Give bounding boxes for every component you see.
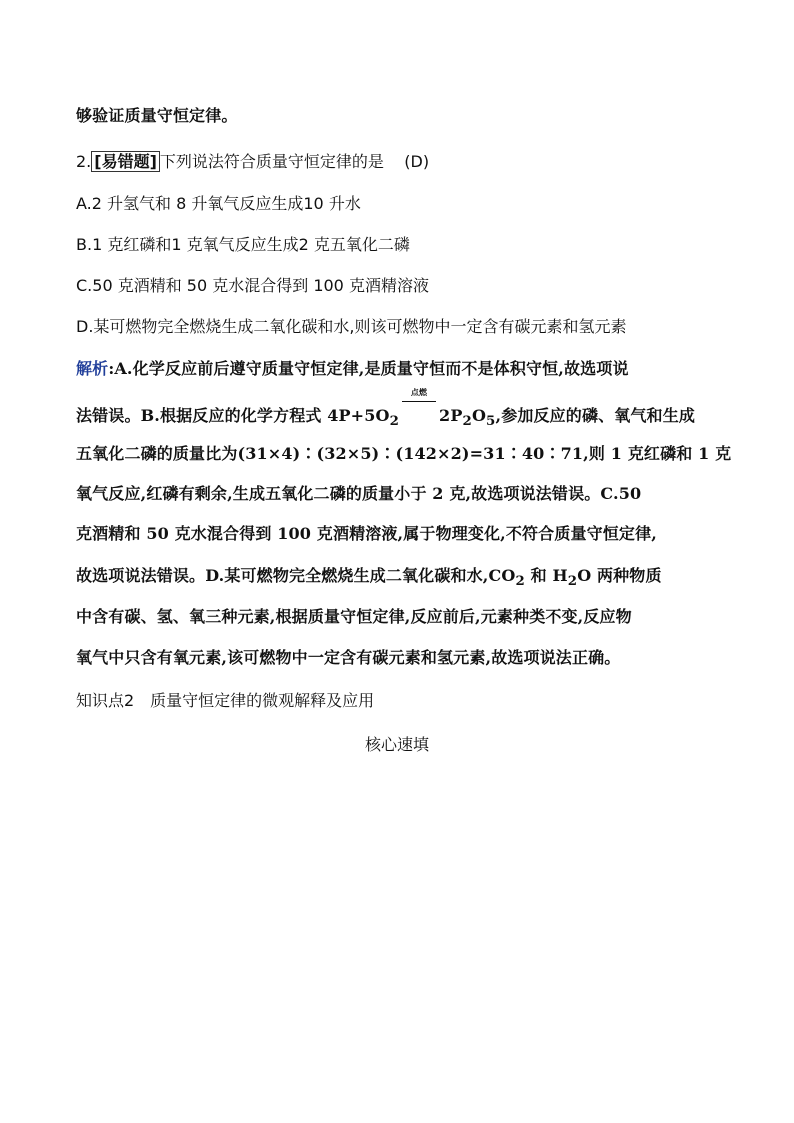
analysis-line-7: 中含有碳、氢、氧三种元素,根据质量守恒定律,反应前后,元素种类不变,反应物 [76,607,632,626]
question-2-stem [76,149,429,172]
analysis-line-4: 氧气反应,红磷有剩余,生成五氧化二磷的质量小于 2 克,故选项说法错误。C.50 [76,484,642,503]
analysis-line-3: 五氧化二磷的质量比为(31×4)∶(32×5)∶(142×2)=31∶40∶71,则 1 克红磷和 1 克 [76,444,732,463]
analysis-line-1: 解析:A.化学反应前后遵守质量守恒定律,是质量守恒而不是体积守恒,故选项说 [76,359,629,378]
question-answer: (D) [404,152,430,171]
analysis-line-6: 故选项说法错误。D.某可燃物完全燃烧生成二氧化碳和水$,CO_2$ 和 $H_2O$ 两种物质 [76,566,662,590]
reaction-condition: 点燃 [410,387,428,397]
carryover-text: 够验证质量守恒定律。 [76,106,238,125]
section-subheading: 核心速填 [364,735,429,754]
question-tag: [易错题] [91,151,160,172]
question-text: 下列说法符合质量守恒定律的是 [159,152,384,171]
analysis-line-8: 氧气中只含有氧元素,该可燃物中一定含有碳元素和氢元素,故选项说法正确。 [76,648,621,667]
option-d: D.某可燃物完全燃烧生成二氧化碳和水,则该可燃物中一定含有碳元素和氢元素 [76,317,627,336]
analysis-line-2: 法错误。B.根据反应的化学方程式 $4P+5O_2$ 点燃 $2P_2O_5$,参加反应的磷、氧气和生成 [76,387,696,430]
option-b: B.1 克红磷和1 克氧气反应生成2 克五氧化二磷 [76,235,410,254]
option-a: A.2 升氢气和 8 升氧气反应生成10 升水 [76,194,361,213]
reaction-arrow [399,387,439,421]
analysis-line-5: 克酒精和 50 克水混合得到 100 克酒精溶液,属于物理变化,不符合质量守恒定律, [76,524,657,543]
analysis-label: 解析 [76,359,109,378]
question-number: 2. [76,152,92,171]
option-c: C.50 克酒精和 50 克水混合得到 100 克酒精溶液 [76,276,429,295]
section-heading: 知识点2 质量守恒定律的微观解释及应用 [76,691,375,710]
